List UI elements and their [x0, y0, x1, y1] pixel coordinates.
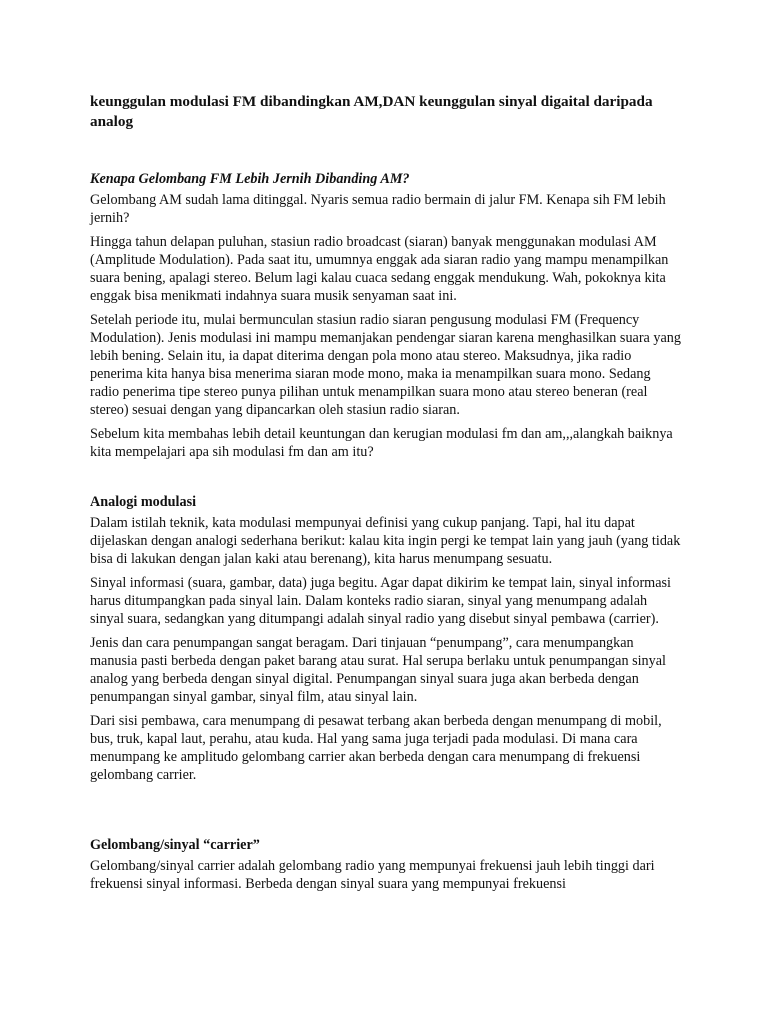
- paragraph: Sebelum kita membahas lebih detail keuntungan dan kerugian modulasi fm dan am,,,alangkah baiknya kita mempelajari apa sih modulasi fm dan am itu?: [90, 426, 673, 460]
- paragraph: Dalam istilah teknik, kata modulasi mempunyai definisi yang cukup panjang. Tapi, hal itu dapat dijelaskan dengan analogi sederhana berikut: kalau kita ingin pergi ke tempat lain yang jauh (yang tidak bisa di lakukan dengan jalan kaki atau berenang), kita harus menumpang sesuatu.: [90, 515, 681, 567]
- paragraph: Hingga tahun delapan puluhan, stasiun radio broadcast (siaran) banyak menggunakan modulasi AM (Amplitude Modulation). Pada saat itu, umumnya enggak ada siaran radio yang mampu menampilkan suara bening, apalagi stereo. Belum lagi kalau cuaca sedang enggak mendukung. Wah, pokoknya kita enggak bisa menikmati indahnya suara musik senyaman saat ini.: [90, 234, 669, 304]
- paragraph: Jenis dan cara penumpangan sangat beragam. Dari tinjauan “penumpang”, cara menumpangkan manusia pasti berbeda dengan paket barang atau surat. Hal serupa berlaku untuk penumpangan sinyal analog yang berbeda dengan sinyal digital. Penumpangan sinyal suara juga akan berbeda dengan penumpangan sinyal gambar, sinyal film, atau sinyal lain.: [90, 635, 666, 705]
- spacer: [90, 467, 682, 493]
- section-heading-carrier: Gelombang/sinyal “carrier”: [90, 837, 260, 853]
- paragraph: Setelah periode itu, mulai bermunculan stasiun radio siaran pengusung modulasi FM (Frequency Modulation). Jenis modulasi ini mampu memanjakan pendengar siaran karena menghasilkan suara yang lebih bening. Selain itu, ia dapat diterima dengan pola mono atau stereo. Maksudnya, jika radio penerima kita hanya bisa menerima siaran mode mono, maka ia menampilkan suara mono. Sedang radio penerima tipe stereo punya pilihan untuk menampilkan suara mono atau stereo beneran (real stereo) sesuai dengan yang dipancarkan oleh stasiun radio siaran.: [90, 312, 681, 418]
- paragraph: Gelombang/sinyal carrier adalah gelombang radio yang mempunyai frekuensi jauh lebih tinggi dari frekuensi sinyal informasi. Berbeda dengan sinyal suara yang mempunyai frekuensi: [90, 858, 655, 892]
- document-page: [90, 92, 682, 899]
- spacer: [90, 790, 682, 836]
- section-heading-fm-vs-am: Kenapa Gelombang FM Lebih Jernih Dibanding AM?: [90, 171, 410, 187]
- paragraph: Sinyal informasi (suara, gambar, data) juga begitu. Agar dapat dikirim ke tempat lain, sinyal informasi harus ditumpangkan pada sinyal lain. Dalam konteks radio siaran, sinyal yang menumpang adalah sinyal suara, sedangkan yang ditumpangi adalah sinyal radio yang disebut sinyal pembawa (carrier).: [90, 575, 671, 627]
- paragraph: Dari sisi pembawa, cara menumpang di pesawat terbang akan berbeda dengan menumpang di mobil, bus, truk, kapal laut, perahu, atau kuda. Hal yang sama juga terjadi pada modulasi. Di mana cara menumpang ke amplitudo gelombang carrier akan berbeda dengan cara menumpang di frekuensi gelombang carrier.: [90, 713, 662, 783]
- section-heading-analogi-modulasi: Analogi modulasi: [90, 494, 197, 510]
- paragraph: Gelombang AM sudah lama ditinggal. Nyaris semua radio bermain di jalur FM. Kenapa sih FM lebih jernih?: [90, 192, 666, 226]
- document-title: keunggulan modulasi FM dibandingkan AM,DAN keunggulan sinyal digaital daripada analog: [90, 93, 653, 130]
